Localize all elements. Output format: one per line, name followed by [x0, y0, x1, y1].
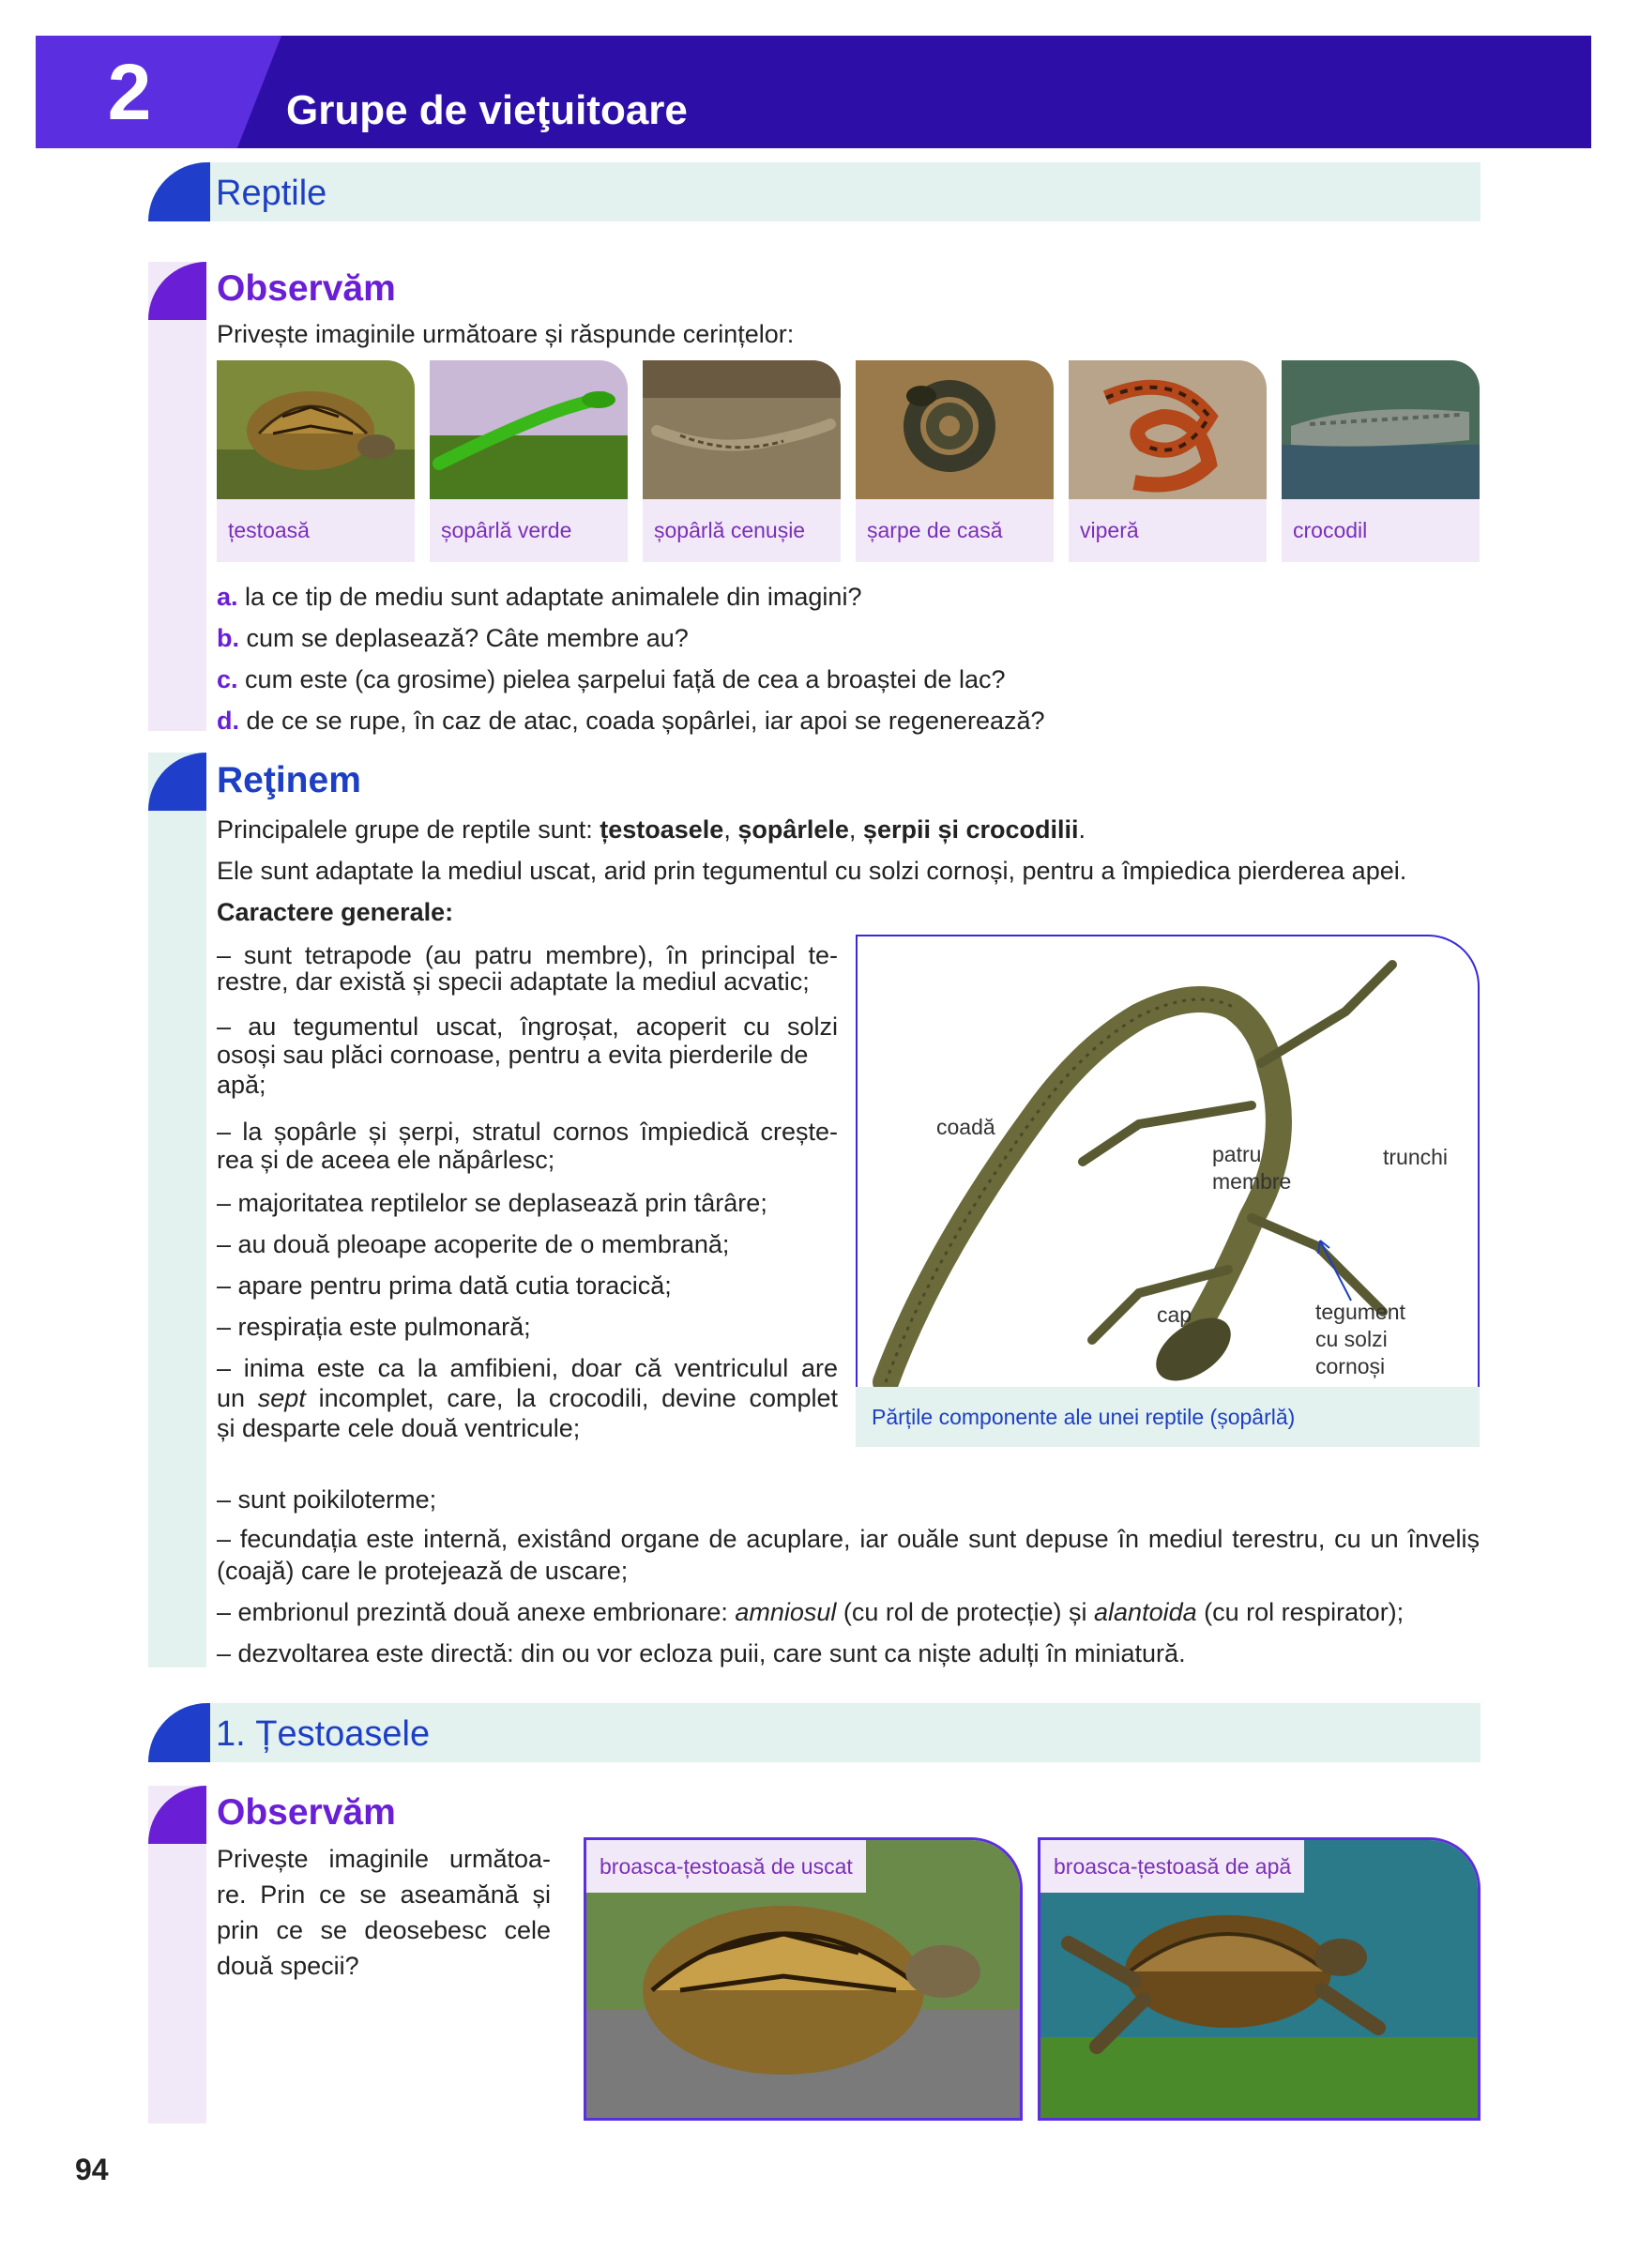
label-tail: coadă: [936, 1115, 995, 1139]
figure-caption: Părțile componente ale unei reptile (șopârlă): [856, 1387, 1480, 1447]
section-title: 1. Țestoasele: [216, 1714, 431, 1754]
label-skin-3: cornoși: [1315, 1354, 1386, 1378]
card-label: viperă: [1069, 499, 1267, 562]
sept-line: un sept incomplet, care, la crocodili, devine complet: [217, 1384, 838, 1412]
page-number: 94: [75, 2153, 109, 2186]
development-line: – dezvoltarea este directă: din ou vor ecloza puii, care sunt ca niște adulți în miniatură.: [217, 1639, 1186, 1667]
observe-heading-2: Observăm: [217, 1792, 396, 1833]
observe-strip: [148, 262, 206, 731]
char-line: – majoritatea reptilelor se deplasează prin târâre;: [217, 1189, 767, 1217]
label-head: cap: [1157, 1302, 1192, 1327]
label-trunk: trunchi: [1383, 1145, 1449, 1169]
question-d: d. de ce se rupe, în caz de atac, coada șopârlei, iar apoi se regenerează?: [217, 707, 1045, 735]
embryo-line: – embrionul prezintă două anexe embrionare: amniosul (cu rol de protecție) și alantoida (cu rol respirator);: [217, 1598, 1405, 1626]
chapter-title: Grupe de vieţuitoare: [286, 87, 688, 133]
card-grey-lizard: [643, 360, 841, 562]
card-label: șopârlă verde: [430, 499, 628, 562]
card-label: țestoasă: [217, 499, 415, 562]
observe2-line: prin ce se deosebesc cele: [217, 1916, 551, 1944]
tortoise-photo: [217, 360, 415, 499]
green-lizard-photo: [430, 360, 628, 499]
char-line: – apare pentru prima dată cutia toracică;: [217, 1271, 672, 1300]
char-line: – au două pleoape acoperite de o membrană;: [217, 1230, 730, 1258]
char-line: osoși sau plăci cornoase, pentru a evita pierderile de: [217, 1041, 809, 1069]
char-line: – sunt tetrapode (au patru membre), în principal te-: [217, 941, 838, 969]
characters-list: [217, 935, 838, 1443]
skin-pointer-arrow: [1309, 1229, 1365, 1304]
observe2-line: Privește imaginile următoa-: [217, 1845, 551, 1873]
fecundation-line-2: (coajă) care le protejează de uscare;: [217, 1557, 629, 1585]
char-line: – la șopârle și șerpi, stratul cornos împiedică crește-: [217, 1118, 838, 1146]
card-label: crocodil: [1282, 499, 1480, 562]
lizard-illustration: [858, 936, 1480, 1447]
card-label: șopârlă cenușie: [643, 499, 841, 562]
card-green-lizard: [430, 360, 628, 562]
char-line: rea și de aceea ele năpârlesc;: [217, 1146, 555, 1174]
section-title: Reptile: [216, 174, 327, 213]
grey-lizard-photo: [643, 360, 841, 499]
section-bar-reptile: [148, 162, 1481, 221]
fecundation-line: – fecundația este internă, existând organe de acuplare, iar ouăle sunt depuse în mediul terestru, cu un înveliș: [217, 1525, 1480, 1553]
card-label: șarpe de casă: [856, 499, 1054, 562]
card-grass-snake: [856, 360, 1054, 562]
land-tortoise-label: broasca-țestoasă de uscat: [586, 1840, 866, 1893]
adaptation-line: Ele sunt adaptate la mediul uscat, arid prin tegumentul cu solzi cornoși, pentru a împiedica pierderea apei.: [217, 857, 1407, 885]
label-skin-1: tegument: [1315, 1300, 1405, 1324]
char-line: – au tegumentul uscat, îngroșat, acoperit cu solzi: [217, 1012, 838, 1041]
label-skin-2: cu solzi: [1315, 1327, 1388, 1351]
observe2-line: re. Prin ce se aseamănă și: [217, 1880, 551, 1909]
char-line: și desparte cele două ventricule;: [217, 1414, 581, 1442]
viper-photo: [1069, 360, 1267, 499]
section-bar-turtles: [148, 1703, 1481, 1762]
question-a: a. la ce tip de mediu sunt adaptate animalele din imagini?: [217, 583, 862, 611]
card-tortoise: [217, 360, 415, 562]
lizard-figure: [856, 935, 1480, 1447]
grass-snake-photo: [856, 360, 1054, 499]
label-limbs-1: patru: [1212, 1142, 1262, 1166]
general-characters-heading: Caractere generale:: [217, 898, 454, 926]
observe2-text: [217, 1841, 551, 1984]
chapter-number: 2: [107, 48, 152, 136]
char-line: restre, dar există și specii adaptate la mediul acvatic;: [217, 967, 810, 996]
label-limbs-2: membre: [1212, 1169, 1292, 1194]
sea-turtle-label: broasca-țestoasă de apă: [1040, 1840, 1304, 1893]
question-c: c. cum este (ca grosime) pielea șarpelui față de cea a broaștei de lac?: [217, 665, 1006, 693]
observe-strip-2: [148, 1786, 206, 2123]
observe-heading: Observăm: [217, 268, 396, 309]
char-line: apă;: [217, 1071, 266, 1099]
retain-heading: Reţinem: [217, 760, 361, 800]
card-crocodile: [1282, 360, 1480, 562]
card-viper: [1069, 360, 1267, 562]
question-b: b. cum se deplasează? Câte membre au?: [217, 624, 689, 652]
observe2-line: două specii?: [217, 1952, 359, 1980]
observe-intro: Privește imaginile următoare și răspunde cerințelor:: [217, 320, 795, 348]
retain-strip: [148, 753, 206, 1667]
char-line: – respirația este pulmonară;: [217, 1313, 531, 1341]
poikilotherm-line: – sunt poikiloterme;: [217, 1485, 437, 1514]
reptile-groups-line: Principalele grupe de reptile sunt: țestoasele, șopârlele, șerpii și crocodilii.: [217, 815, 1086, 844]
char-line: – inima este ca la amfibieni, doar că ventriculul are: [217, 1354, 838, 1382]
crocodile-photo: [1282, 360, 1480, 499]
